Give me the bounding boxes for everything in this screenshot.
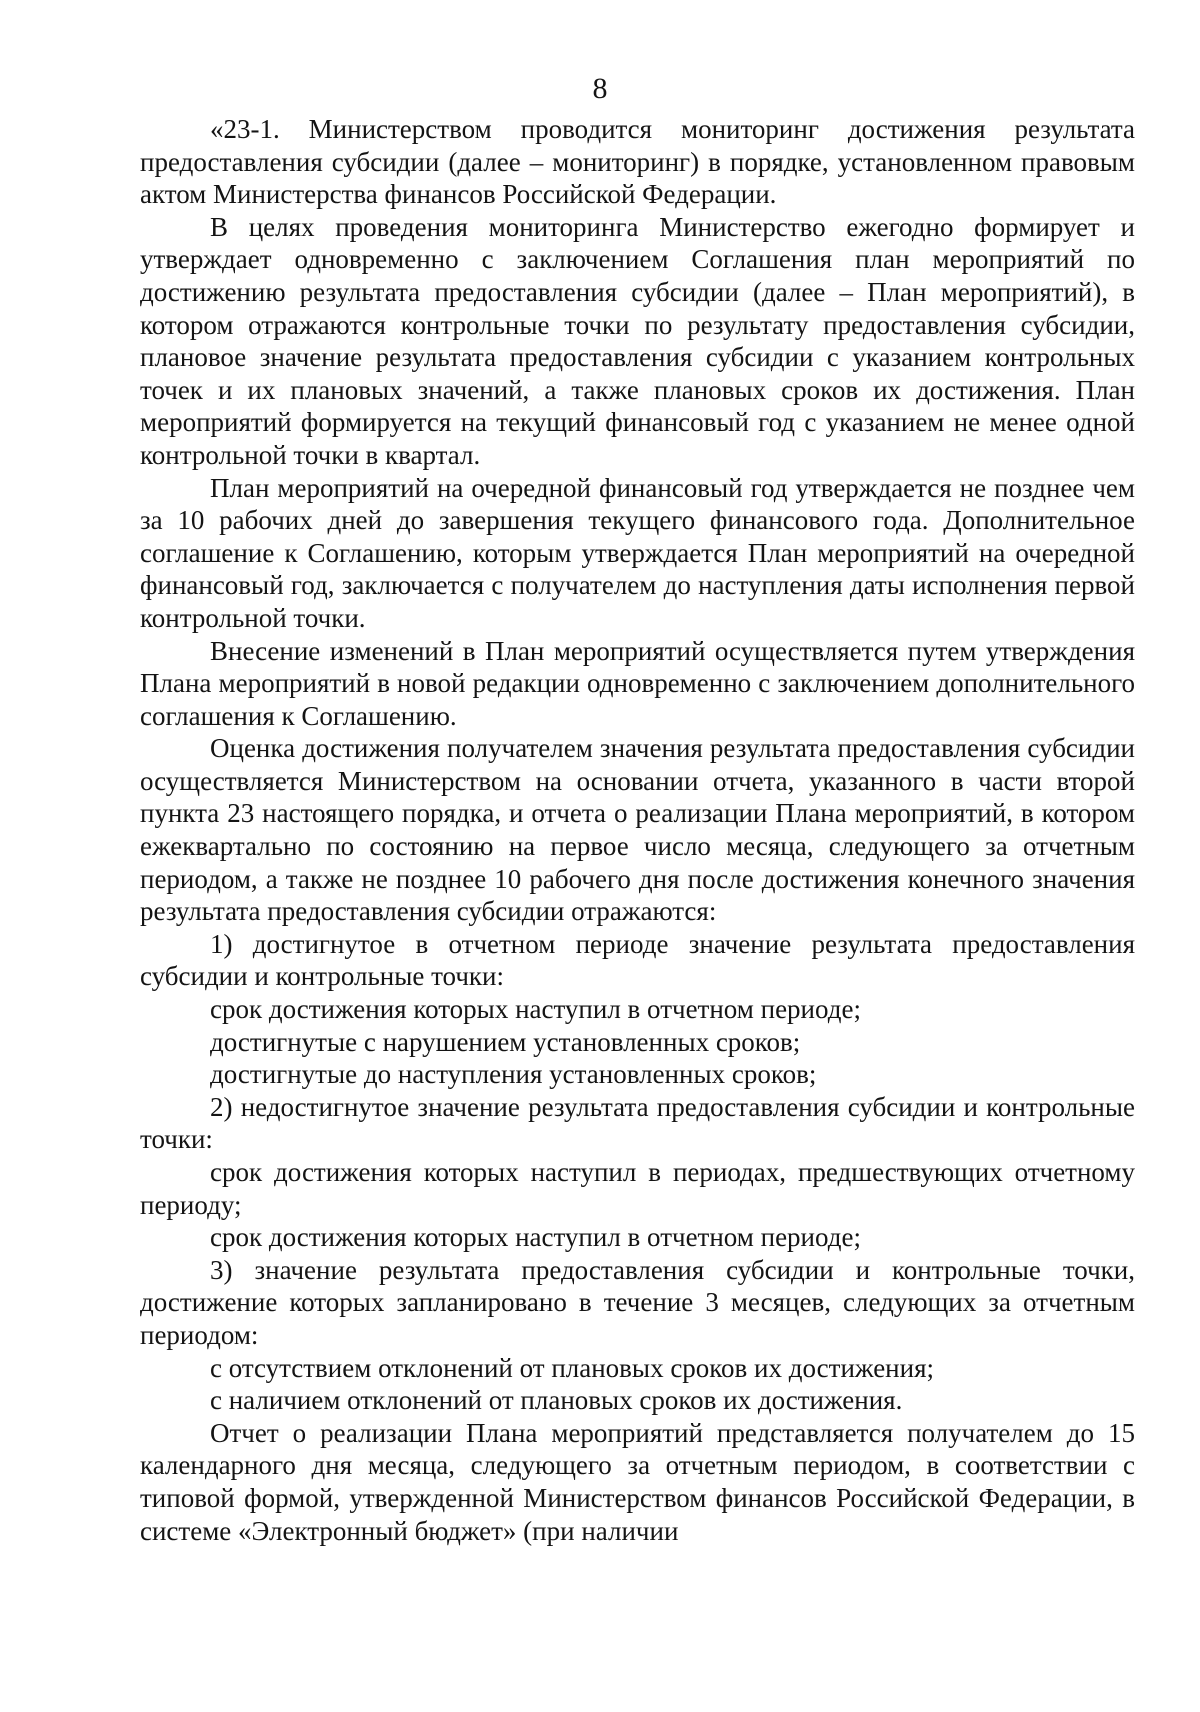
paragraph-report-submission: Отчет о реализации Плана мероприятий представляется получателем до 15 календарного дня месяца, следующего за отчетным периодом, в соответствии с типовой формой, утвержденной Министерством финансов Российской Федерации, в системе «Электронный бюджет» (при наличии	[140, 1417, 1135, 1546]
sub-item-due-in-prior-periods: срок достижения которых наступил в периодах, предшествующих отчетному периоду;	[140, 1157, 1135, 1220]
sub-item-achieved-early: достигнутые до наступления установленных сроков;	[210, 1059, 817, 1090]
paragraph-monitoring-plan: В целях проведения мониторинга Министерство ежегодно формирует и утверждает одновременно с заключением Соглашения план мероприятий по достижению результата предоставления субсидии (далее – План мероприятий), в котором отражаются контрольные точки по результату предоставления субсидии, плановое значение результата предоставления субсидии с указанием контрольных точек и их плановых значений, а также плановых сроков их достижения. План мероприятий формируется на текущий финансовый год с указанием не менее одной контрольной точки в квартал.	[140, 211, 1135, 470]
list-item-3-planned: 3) значение результата предоставления субсидии и контрольные точки, достижение которых запланировано в течение 3 месяцев, следующих за отчетным периодом:	[140, 1254, 1135, 1350]
list-item-1-achieved: 1) достигнутое в отчетном периоде значение результата предоставления субсидии и контрольные точки:	[140, 928, 1135, 992]
paragraph-23-1-intro: «23-1. Министерством проводится мониторинг достижения результата предоставления субсидии (далее – мониторинг) в порядке, установленном правовым актом Министерства финансов Российской Федерации.	[140, 114, 1135, 210]
sub-item-achieved-late: достигнутые с нарушением установленных сроков;	[210, 1026, 801, 1057]
paragraph-assessment: Оценка достижения получателем значения результата предоставления субсидии осуществляется Министерством на основании отчета, указанного в части второй пункта 23 настоящего порядка, и отчета о реализации Плана мероприятий, в котором ежеквартально по состоянию на первое число месяца, следующего за отчетным периодом, а также не позднее 10 рабочего дня после достижения конечного значения результата предоставления субсидии отражаются:	[140, 733, 1135, 927]
list-item-2-not-achieved: 2) недостигнутое значение результата предоставления субсидии и контрольные точки:	[140, 1091, 1135, 1155]
sub-item-due-in-current-period: срок достижения которых наступил в отчетном периоде;	[210, 1222, 861, 1253]
paragraph-next-year-plan: План мероприятий на очередной финансовый год утверждается не позднее чем за 10 рабочих дней до завершения текущего финансового года. Дополнительное соглашение к Соглашению, которым утверждается План мероприятий на очередной финансовый год, заключается с получателем до наступления даты исполнения первой контрольной точки.	[140, 472, 1135, 633]
document-body	[140, 113, 1135, 1547]
sub-item-due-in-period: срок достижения которых наступил в отчетном периоде;	[210, 994, 861, 1025]
page-number: 8	[592, 72, 608, 105]
sub-item-no-deviation: с отсутствием отклонений от плановых сроков их достижения;	[210, 1352, 934, 1383]
paragraph-plan-changes: Внесение изменений в План мероприятий осуществляется путем утверждения Плана мероприятий в новой редакции одновременно с заключением дополнительного соглашения к Соглашению.	[140, 635, 1135, 731]
sub-item-with-deviation: с наличием отклонений от плановых сроков их достижения.	[210, 1385, 903, 1416]
